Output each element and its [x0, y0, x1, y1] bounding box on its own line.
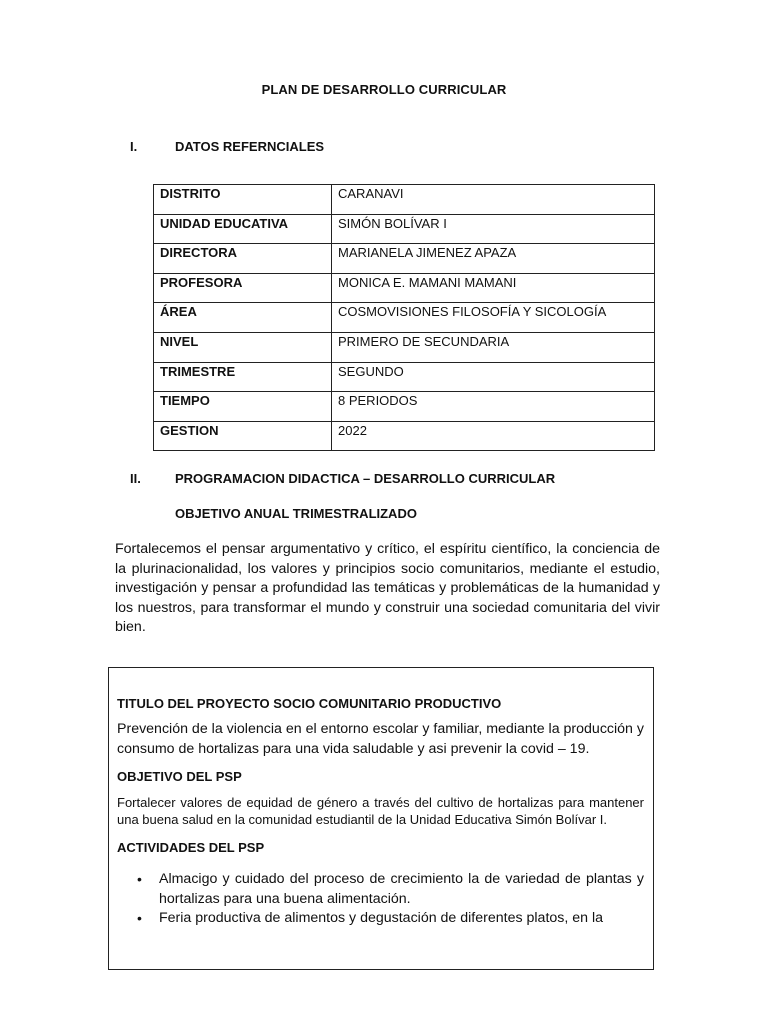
- field-value: SIMÓN BOLÍVAR I: [332, 214, 655, 244]
- field-value: CARANAVI: [332, 185, 655, 215]
- field-label: DISTRITO: [154, 185, 332, 215]
- field-label: TRIMESTRE: [154, 362, 332, 392]
- list-item: [117, 909, 644, 929]
- annual-objective-text: Fortalecemos el pensar argumentativo y crítico, el espíritu científico, la conciencia de la plurinacionalidad, los valores y principios socio comunitarios, mediante el estudio, investigación y pensar a profundidad las temáticas y problemáticas de la humanidad y los nuestros, para transformar el mundo y construir una sociedad comunitaria del vivir bien.: [115, 541, 660, 635]
- list-item: [117, 870, 644, 909]
- psp-activities-label: ACTIVIDADES DEL PSP: [117, 840, 265, 855]
- field-label: UNIDAD EDUCATIVA: [154, 214, 332, 244]
- table-row: [154, 273, 655, 303]
- psp-activities-list: [117, 870, 644, 929]
- section-2-title: PROGRAMACION DIDACTICA – DESARROLLO CURRICULAR: [175, 471, 556, 486]
- table-row: [154, 244, 655, 274]
- section-1-number: I.: [130, 139, 138, 154]
- table-row: [154, 421, 655, 451]
- field-label: TIEMPO: [154, 392, 332, 422]
- field-value: MARIANELA JIMENEZ APAZA: [332, 244, 655, 274]
- field-value: 8 PERIODOS: [332, 392, 655, 422]
- table-row: [154, 303, 655, 333]
- field-value: SEGUNDO: [332, 362, 655, 392]
- field-label: NIVEL: [154, 332, 332, 362]
- bullet-icon: •: [137, 871, 142, 887]
- project-box-bottom-border: [108, 969, 654, 970]
- section-1-title: DATOS REFERNCIALES: [175, 139, 325, 154]
- psp-objective-text: Fortalecer valores de equidad de género a través del cultivo de hortalizas para mantener una buena salud en la comunidad estudiantil de la Unidad Educativa Simón Bolívar I.: [117, 795, 644, 827]
- table-row: [154, 392, 655, 422]
- bullet-icon: •: [137, 910, 142, 926]
- field-value: 2022: [332, 421, 655, 451]
- annual-objective-label: OBJETIVO ANUAL TRIMESTRALIZADO: [175, 506, 417, 521]
- table-row: [154, 185, 655, 215]
- field-value: MONICA E. MAMANI MAMANI: [332, 273, 655, 303]
- reference-data-table: [153, 184, 655, 451]
- field-label: DIRECTORA: [154, 244, 332, 274]
- table-row: [154, 362, 655, 392]
- project-box: [108, 667, 654, 969]
- table-row: [154, 214, 655, 244]
- psp-objective-label: OBJETIVO DEL PSP: [117, 769, 242, 784]
- section-2-number: II.: [130, 471, 141, 486]
- field-label: ÁREA: [154, 303, 332, 333]
- document-title: PLAN DE DESARROLLO CURRICULAR: [261, 82, 507, 97]
- field-value: PRIMERO DE SECUNDARIA: [332, 332, 655, 362]
- field-value: COSMOVISIONES FILOSOFÍA Y SICOLOGÍA: [332, 303, 655, 333]
- activity-text: Feria productiva de alimentos y degustación de diferentes platos, en la: [159, 910, 604, 926]
- activity-text: Almacigo y cuidado del proceso de crecimiento la de variedad de plantas y hortalizas para una buena alimentación.: [159, 871, 644, 907]
- field-label: PROFESORA: [154, 273, 332, 303]
- field-label: GESTION: [154, 421, 332, 451]
- table-row: [154, 332, 655, 362]
- project-title-label: TITULO DEL PROYECTO SOCIO COMUNITARIO PRODUCTIVO: [117, 696, 502, 711]
- project-title-text: Prevención de la violencia en el entorno escolar y familiar, mediante la producción y consumo de hortalizas para una vida saludable y asi prevenir la covid – 19.: [117, 721, 644, 757]
